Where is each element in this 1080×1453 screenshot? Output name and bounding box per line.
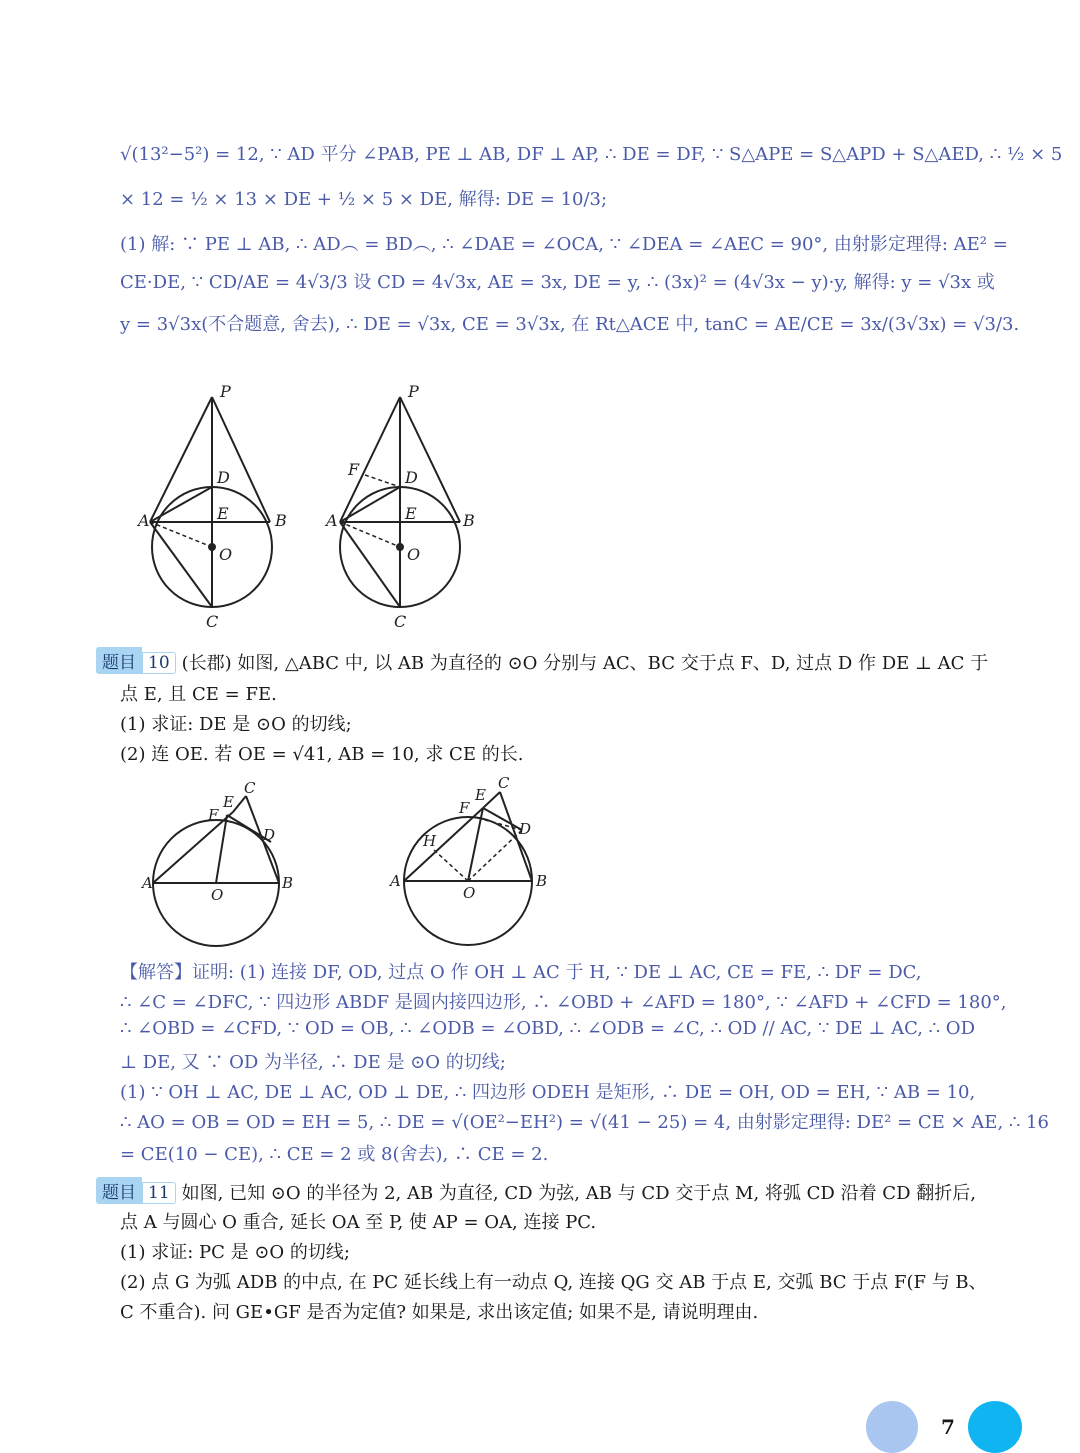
page-circle-right <box>968 1401 1022 1453</box>
answer-10-line-4: ⊥ DE, 又 ∵ OD 为半径, ∴ DE 是 ⊙O 的切线; <box>120 1052 506 1073</box>
fig2-label-A: A <box>142 874 153 892</box>
fig2-label-E: E <box>223 793 234 811</box>
answer-10-line-3: ∴ ∠OBD = ∠CFD, ∵ OD = OB, ∴ ∠ODB = ∠OBD, ∴ ∠ODB = ∠C, ∴ OD // AC, ∵ DE ⊥ AC, ∴ OD <box>120 1018 975 1039</box>
figure-2 <box>130 770 570 950</box>
solution-line-2: × 12 = ½ × 13 × DE + ½ × 5 × DE, 解得: DE = 10/3; <box>120 189 608 210</box>
problem-11-line-5: C 不重合). 问 GE•GF 是否为定值? 如果是, 求出该定值; 如果不是, 请说明理由. <box>120 1302 759 1323</box>
label-C2: C <box>394 612 407 631</box>
problem-11-line-4: (2) 点 G 为弧 ADB 的中点, 在 PC 延长线上有一动点 Q, 连接 QG 交 AB 于点 E, 交弧 BC 于点 F(F 与 B、 <box>120 1272 987 1293</box>
label-D: D <box>217 468 230 487</box>
fig2r-label-B: B <box>536 872 548 890</box>
answer-10-line-7: = CE(10 − CE), ∴ CE = 2 或 8(舍去), ∴ CE = 2. <box>120 1144 549 1165</box>
label-D2: D <box>405 468 418 487</box>
page-circle-left <box>866 1401 918 1453</box>
label-B2: B <box>463 511 475 530</box>
fig2r-label-A: A <box>390 872 401 890</box>
solution-line-3: (1) 解: ∵ PE ⊥ AB, ∴ AD︵ = BD︵, ∴ ∠DAE = ∠OCA, ∵ ∠DEA = ∠AEC = 90°, 由射影定理得: AE² = <box>120 234 1008 255</box>
fig2-label-D: D <box>263 826 276 844</box>
problem-11-line-1: 题目 11 如图, 已知 ⊙O 的半径为 2, AB 为直径, CD 为弦, AB 与 CD 交于点 M, 将弧 CD 沿着 CD 翻折后, <box>96 1178 976 1205</box>
fig2r-label-O: O <box>463 884 476 902</box>
fig2r-label-C: C <box>498 774 510 792</box>
figure-1-left <box>150 397 272 607</box>
answer-10-line-6: ∴ AO = OB = OD = EH = 5, ∴ DE = √(OE²−EH²) = √(41 − 25) = 4, 由射影定理得: DE² = CE × AE, ∴ 16 <box>120 1112 1049 1133</box>
problem-10-line-2: 点 E, 且 CE = FE. <box>120 684 277 705</box>
label-E2: E <box>405 504 417 523</box>
problem-11-line-2: 点 A 与圆心 O 重合, 延长 OA 至 P, 使 AP = OA, 连接 PC. <box>120 1212 597 1233</box>
problem-11-tag: 题目 11 <box>96 1177 176 1204</box>
problem-10-tag: 题目 10 <box>96 647 176 674</box>
figure-1 <box>120 375 520 635</box>
label-P: P <box>220 382 231 401</box>
label-E: E <box>217 504 229 523</box>
fig2r-label-H: H <box>423 832 437 850</box>
answer-10-line-5: (1) ∵ OH ⊥ AC, DE ⊥ AC, OD ⊥ DE, ∴ 四边形 ODEH 是矩形, ∴ DE = OH, OD = EH, ∵ AB = 10, <box>120 1082 976 1103</box>
problem-10-line-3: (1) 求证: DE 是 ⊙O 的切线; <box>120 714 352 735</box>
problem-11-line-3: (1) 求证: PC 是 ⊙O 的切线; <box>120 1242 350 1263</box>
page-number: 7 <box>941 1415 955 1439</box>
fig2-label-F: F <box>208 806 219 824</box>
answer-tag: 【解答】 <box>120 962 192 983</box>
label-C: C <box>206 612 219 631</box>
answer-10-line-1: 【解答】证明: (1) 连接 DF, OD, 过点 O 作 OH ⊥ AC 于 H, ∵ DE ⊥ AC, CE = FE, ∴ DF = DC, <box>120 962 922 983</box>
solution-line-5: y = 3√3x(不合题意, 舍去), ∴ DE = √3x, CE = 3√3x, 在 Rt△ACE 中, tanC = AE/CE = 3x/(3√3x) = √3/3. <box>120 314 1020 335</box>
fig2-label-B: B <box>282 874 294 892</box>
figure-1-right <box>340 397 460 607</box>
label-P2: P <box>408 382 419 401</box>
fig2r-label-D: D <box>519 820 532 838</box>
solution-line-4: CE·DE, ∵ CD/AE = 4√3/3 设 CD = 4√3x, AE = 3x, DE = y, ∴ (3x)² = (4√3x − y)·y, 解得: y = √3x 或 <box>120 272 995 293</box>
problem-10-line-1: 题目 10 (长郡) 如图, △ABC 中, 以 AB 为直径的 ⊙O 分别与 AC、BC 交于点 F、D, 过点 D 作 DE ⊥ AC 于 <box>96 648 988 675</box>
label-A: A <box>138 511 150 530</box>
label-F2: F <box>348 460 360 479</box>
answer-10-line-2: ∴ ∠C = ∠DFC, ∵ 四边形 ABDF 是圆内接四边形, ∴ ∠OBD + ∠AFD = 180°, ∵ ∠AFD + ∠CFD = 180°, <box>120 992 1007 1013</box>
fig2r-label-E: E <box>475 786 486 804</box>
fig2-label-O: O <box>211 886 224 904</box>
label-O2: O <box>407 545 421 564</box>
label-A2: A <box>326 511 338 530</box>
fig2-label-C: C <box>244 779 256 797</box>
problem-10-line-4: (2) 连 OE. 若 OE = √41, AB = 10, 求 CE 的长. <box>120 744 524 765</box>
solution-line-1: √(13²−5²) = 12, ∵ AD 平分 ∠PAB, PE ⊥ AB, DF ⊥ AP, ∴ DE = DF, ∵ S△APE = S△APD + S△AED, ∴ ½ × 5 <box>120 144 1063 165</box>
fig2r-label-F: F <box>459 799 470 817</box>
label-O: O <box>219 545 233 564</box>
label-B: B <box>275 511 287 530</box>
